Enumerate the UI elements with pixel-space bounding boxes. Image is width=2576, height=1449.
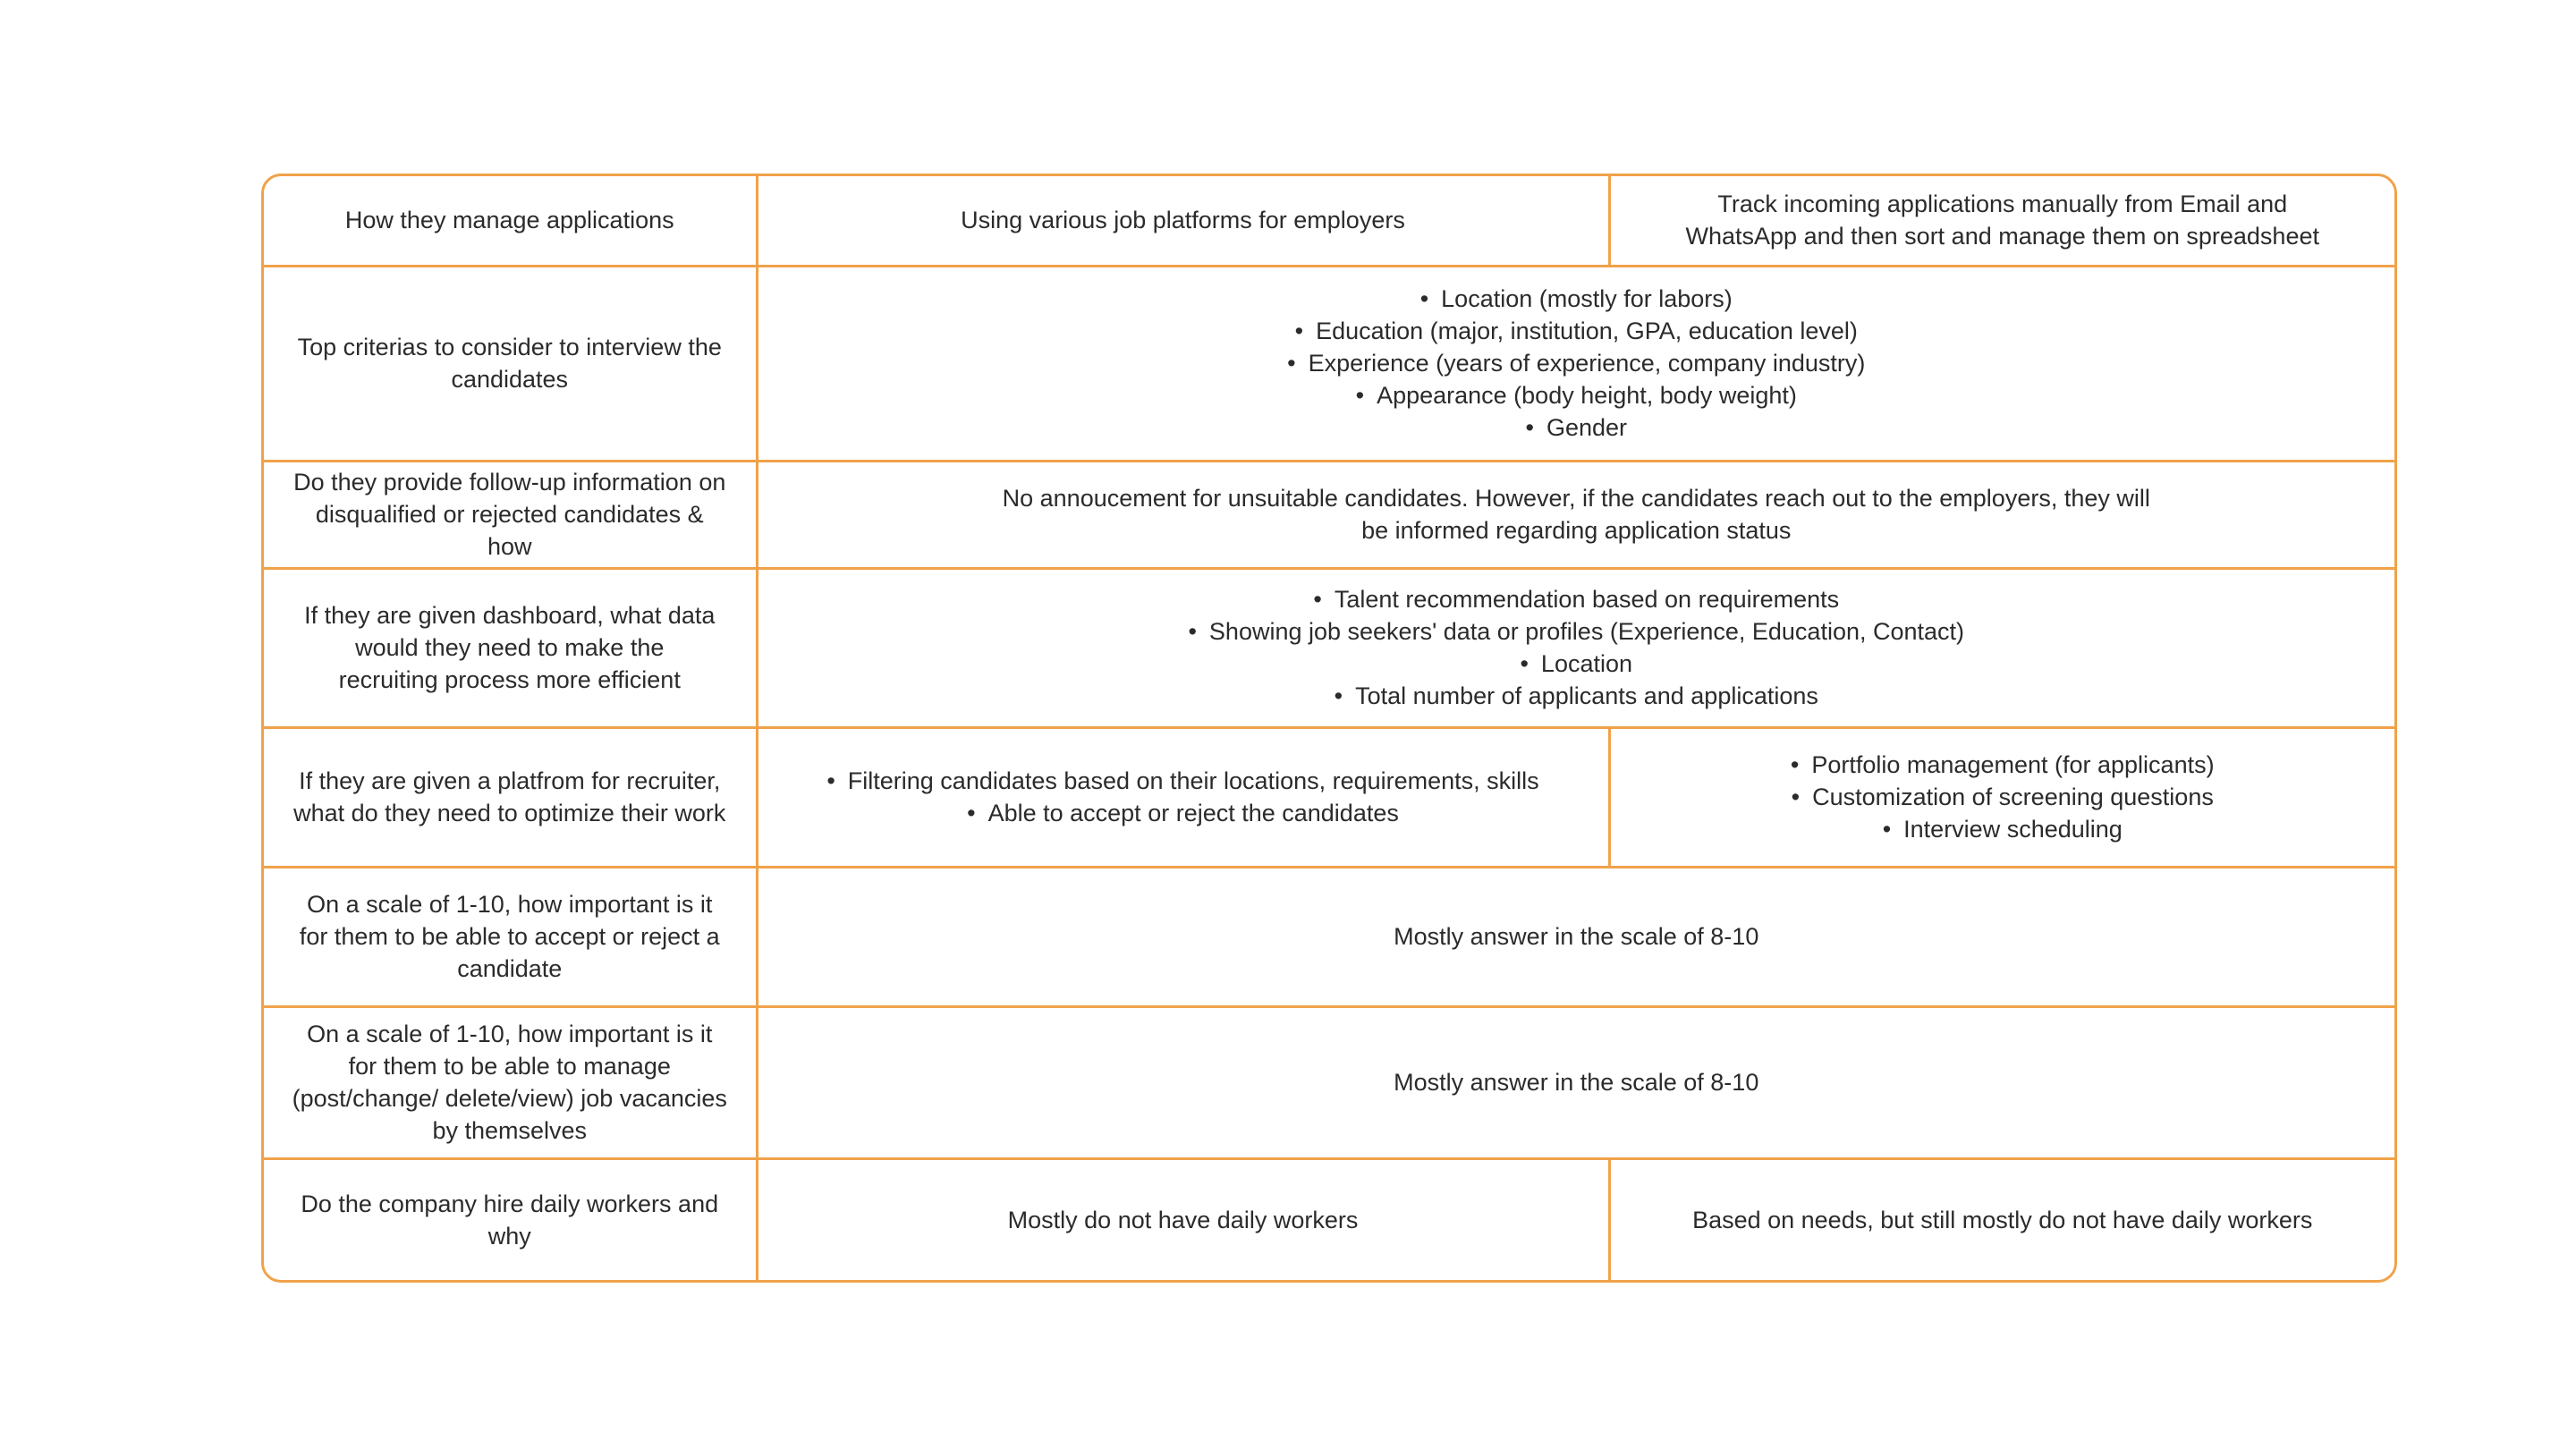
list-item: • Able to accept or reject the candidates [785, 797, 1581, 829]
table-row [264, 461, 2394, 568]
table-row [264, 1006, 2394, 1158]
list-item: • Experience (years of experience, company industry) [785, 347, 2368, 379]
table-row [264, 867, 2394, 1006]
table-row [264, 727, 2394, 867]
list-item: • Education (major, institution, GPA, education level) [785, 315, 2368, 347]
table-row [264, 1158, 2394, 1280]
question-cell: On a scale of 1-10, how important is it for them to be able to accept or reject a candidate [264, 867, 757, 1006]
list-item: • Gender [785, 411, 2368, 444]
bullet-list [785, 283, 2368, 444]
table-row [264, 568, 2394, 727]
answer-cell: Mostly answer in the scale of 8-10 [757, 1006, 2394, 1158]
question-cell: Top criterias to consider to interview the candidates [264, 266, 757, 461]
list-item: • Portfolio management (for applicants) [1638, 749, 2368, 781]
research-findings-table [261, 174, 2397, 1283]
table-row [264, 176, 2394, 266]
answer-cell: No annoucement for unsuitable candidates. However, if the candidates reach out to the employers, they will be informed regarding application status [757, 461, 2394, 568]
table-row [264, 266, 2394, 461]
bullet-list [785, 583, 2368, 712]
answer-cell [757, 568, 2394, 727]
answer-cell: Based on needs, but still mostly do not have daily workers [1609, 1158, 2394, 1280]
question-cell: If they are given a platfrom for recruiter, what do they need to optimize their work [264, 727, 757, 867]
answer-cell: Mostly do not have daily workers [757, 1158, 1609, 1280]
answer-cell [1609, 727, 2394, 867]
answer-cell: Track incoming applications manually from Email and WhatsApp and then sort and manage them on spreadsheet [1609, 176, 2394, 266]
list-item: • Total number of applicants and applications [785, 680, 2368, 712]
bullet-list [785, 765, 1581, 829]
answer-cell [757, 266, 2394, 461]
findings-table [264, 176, 2394, 1280]
list-item: • Interview scheduling [1638, 813, 2368, 845]
question-cell: Do the company hire daily workers and why [264, 1158, 757, 1280]
list-item: • Customization of screening questions [1638, 781, 2368, 813]
answer-cell [757, 727, 1609, 867]
answer-cell: Mostly answer in the scale of 8-10 [757, 867, 2394, 1006]
answer-cell: Using various job platforms for employers [757, 176, 1609, 266]
list-item: • Appearance (body height, body weight) [785, 379, 2368, 411]
question-cell: On a scale of 1-10, how important is it for them to be able to manage (post/change/ delete/view) job vacancies by themselves [264, 1006, 757, 1158]
list-item: • Showing job seekers' data or profiles (Experience, Education, Contact) [785, 615, 2368, 648]
list-item: • Filtering candidates based on their locations, requirements, skills [785, 765, 1581, 797]
list-item: • Talent recommendation based on requirements [785, 583, 2368, 615]
list-item: • Location [785, 648, 2368, 680]
list-item: • Location (mostly for labors) [785, 283, 2368, 315]
question-cell: How they manage applications [264, 176, 757, 266]
bullet-list [1638, 749, 2368, 845]
question-cell: If they are given dashboard, what data would they need to make the recruiting process more efficient [264, 568, 757, 727]
question-cell: Do they provide follow-up information on disqualified or rejected candidates & how [264, 461, 757, 568]
